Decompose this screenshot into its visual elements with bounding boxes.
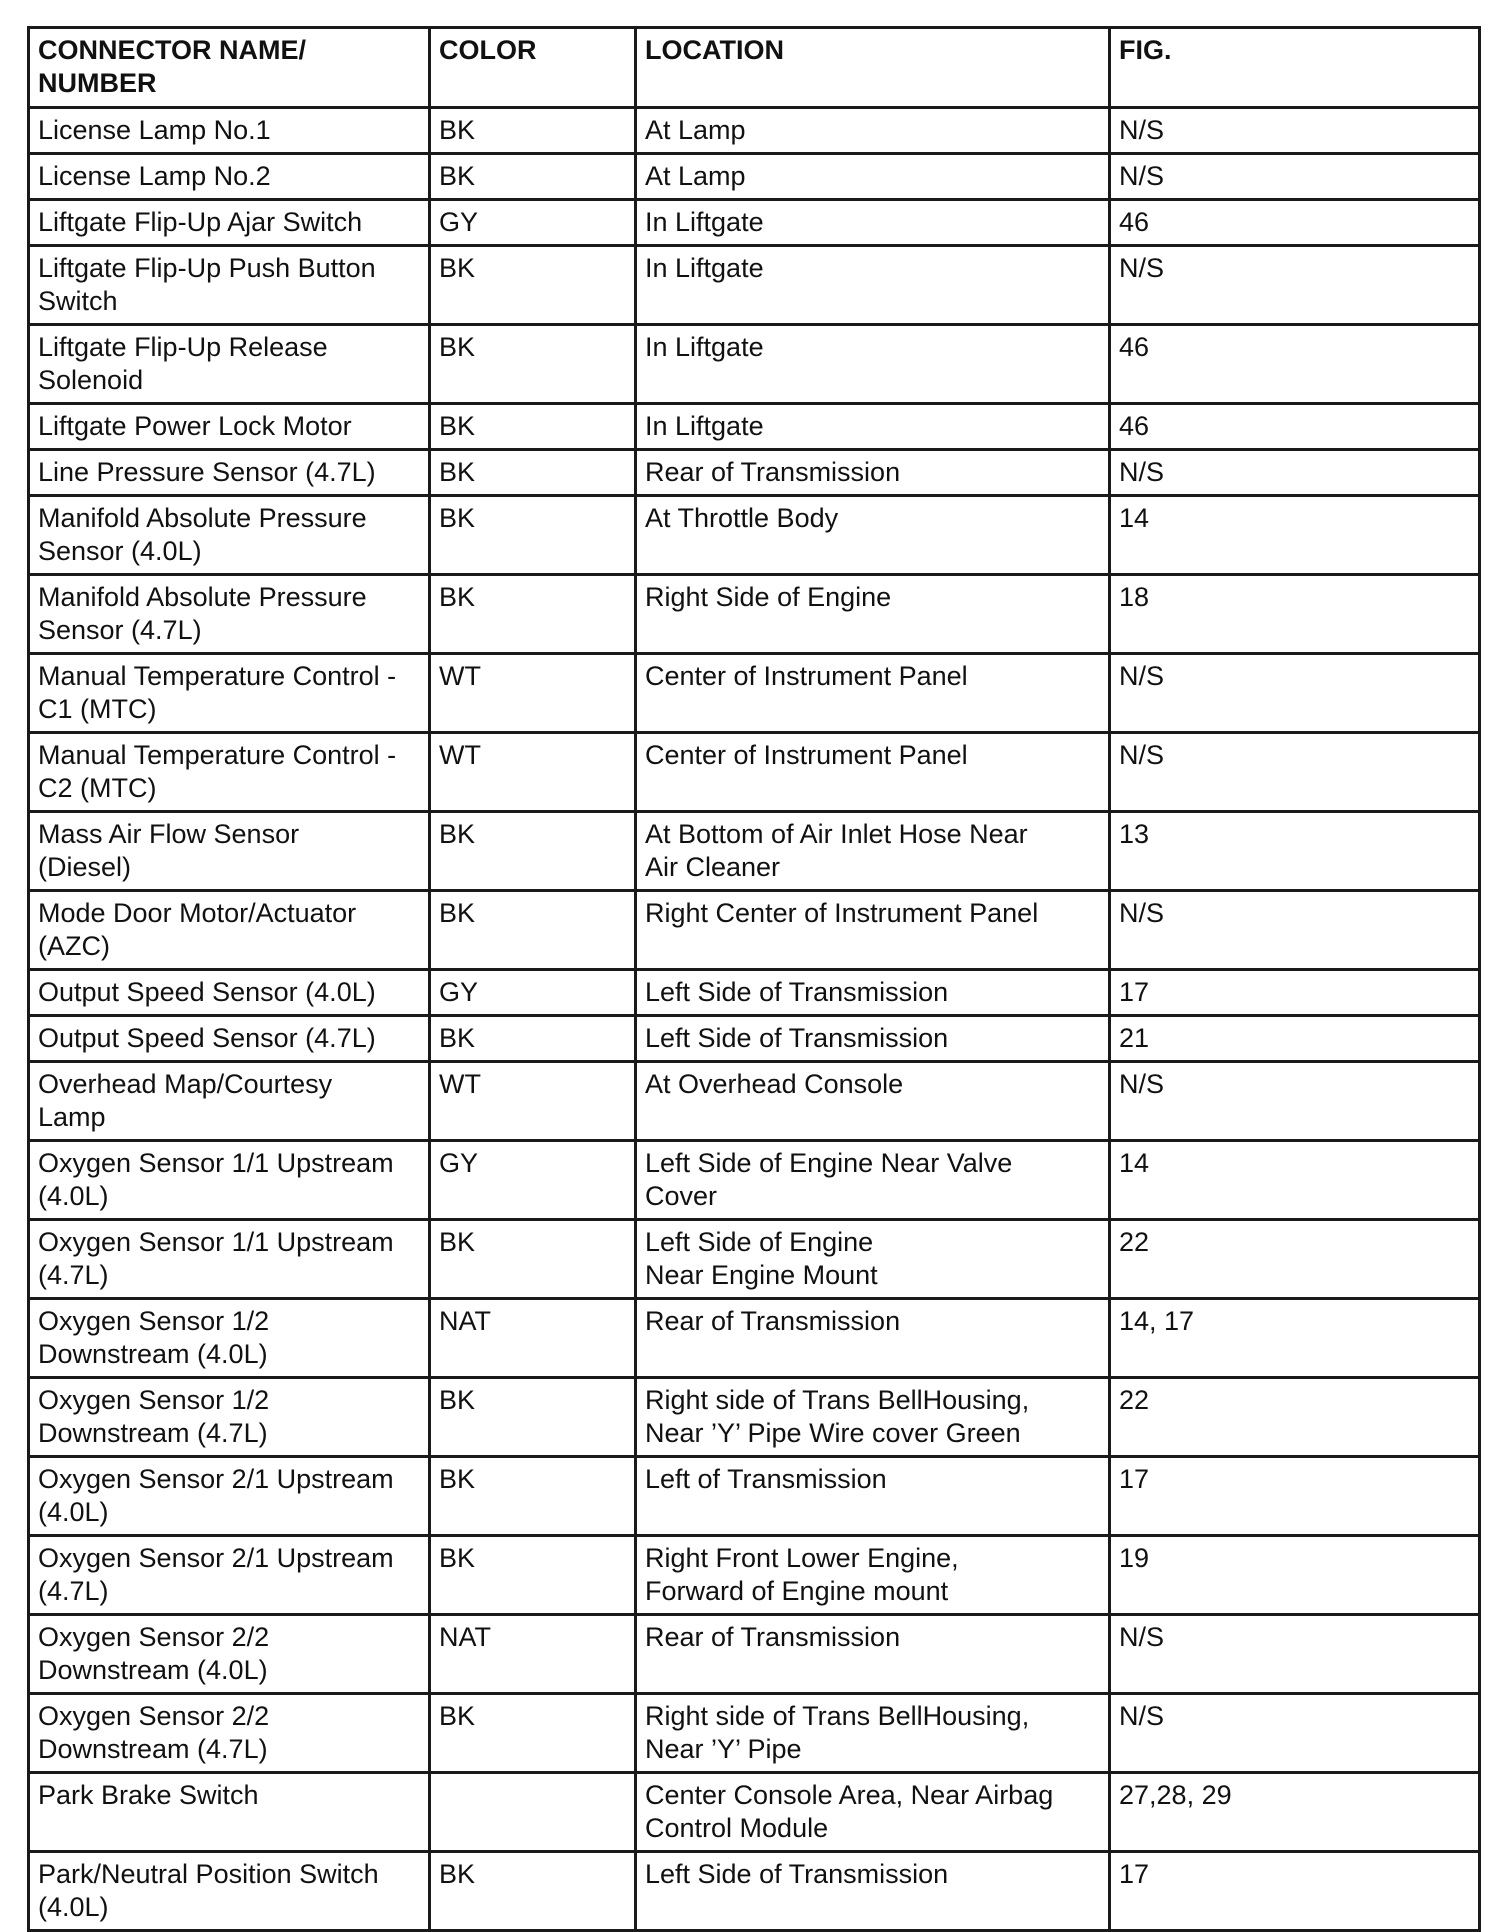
cell-fig: N/S: [1110, 1615, 1480, 1694]
cell-connector-name: Manual Temperature Control - C2 (MTC): [29, 733, 430, 812]
connector-table: [27, 26, 1481, 1932]
cell-location: At Throttle Body: [636, 496, 1110, 575]
cell-location: Right side of Trans BellHousing, Near ’Y’ Pipe Wire cover Green: [636, 1378, 1110, 1457]
table-row: [29, 1220, 1480, 1299]
cell-fig: 17: [1110, 1457, 1480, 1536]
cell-color: [430, 1773, 636, 1852]
cell-location: In Liftgate: [636, 200, 1110, 246]
cell-color: BK: [430, 108, 636, 154]
cell-color: BK: [430, 575, 636, 654]
table-row: [29, 891, 1480, 970]
cell-fig: 14: [1110, 496, 1480, 575]
cell-connector-name: Output Speed Sensor (4.7L): [29, 1016, 430, 1062]
cell-location: Left Side of Transmission: [636, 1016, 1110, 1062]
cell-fig: N/S: [1110, 733, 1480, 812]
cell-fig: 13: [1110, 812, 1480, 891]
cell-location: Right Center of Instrument Panel: [636, 891, 1110, 970]
cell-location: Right Front Lower Engine, Forward of Engine mount: [636, 1536, 1110, 1615]
cell-location: In Liftgate: [636, 246, 1110, 325]
cell-location: Left Side of Engine Near Engine Mount: [636, 1220, 1110, 1299]
cell-connector-name: Liftgate Flip-Up Release Solenoid: [29, 325, 430, 404]
cell-connector-name: Liftgate Flip-Up Push Button Switch: [29, 246, 430, 325]
cell-fig: N/S: [1110, 1694, 1480, 1773]
table-row: [29, 200, 1480, 246]
cell-connector-name: License Lamp No.2: [29, 154, 430, 200]
table-row: [29, 1378, 1480, 1457]
table-header-row: [29, 28, 1480, 108]
cell-fig: 14, 17: [1110, 1299, 1480, 1378]
table-row: [29, 1536, 1480, 1615]
cell-connector-name: Overhead Map/Courtesy Lamp: [29, 1062, 430, 1141]
cell-fig: 18: [1110, 575, 1480, 654]
header-location: LOCATION: [636, 28, 1110, 108]
table-row: [29, 246, 1480, 325]
cell-color: BK: [430, 246, 636, 325]
cell-color: BK: [430, 496, 636, 575]
cell-color: BK: [430, 1536, 636, 1615]
cell-location: At Bottom of Air Inlet Hose Near Air Cleaner: [636, 812, 1110, 891]
cell-fig: 22: [1110, 1378, 1480, 1457]
cell-fig: N/S: [1110, 654, 1480, 733]
cell-location: Center of Instrument Panel: [636, 733, 1110, 812]
cell-color: BK: [430, 1852, 636, 1931]
cell-location: Left Side of Transmission: [636, 970, 1110, 1016]
cell-connector-name: Oxygen Sensor 1/1 Upstream (4.0L): [29, 1141, 430, 1220]
cell-color: BK: [430, 812, 636, 891]
cell-fig: N/S: [1110, 154, 1480, 200]
table-row: [29, 1062, 1480, 1141]
cell-fig: 22: [1110, 1220, 1480, 1299]
table-row: [29, 1694, 1480, 1773]
cell-color: BK: [430, 404, 636, 450]
table-row: [29, 325, 1480, 404]
cell-location: Rear of Transmission: [636, 1299, 1110, 1378]
table-row: [29, 575, 1480, 654]
cell-fig: 14: [1110, 1141, 1480, 1220]
cell-location: At Lamp: [636, 108, 1110, 154]
cell-fig: 27,28, 29: [1110, 1773, 1480, 1852]
cell-color: WT: [430, 654, 636, 733]
table-row: [29, 1615, 1480, 1694]
cell-color: WT: [430, 1062, 636, 1141]
cell-fig: N/S: [1110, 891, 1480, 970]
cell-connector-name: Oxygen Sensor 1/2 Downstream (4.0L): [29, 1299, 430, 1378]
cell-color: GY: [430, 200, 636, 246]
table-row: [29, 733, 1480, 812]
cell-location: Left of Transmission: [636, 1457, 1110, 1536]
cell-location: Rear of Transmission: [636, 450, 1110, 496]
cell-location: At Overhead Console: [636, 1062, 1110, 1141]
cell-connector-name: Output Speed Sensor (4.0L): [29, 970, 430, 1016]
cell-fig: 46: [1110, 325, 1480, 404]
table-row: [29, 1141, 1480, 1220]
cell-connector-name: Oxygen Sensor 2/2 Downstream (4.0L): [29, 1615, 430, 1694]
cell-connector-name: Oxygen Sensor 2/1 Upstream (4.7L): [29, 1536, 430, 1615]
cell-fig: N/S: [1110, 108, 1480, 154]
cell-fig: N/S: [1110, 450, 1480, 496]
cell-color: WT: [430, 733, 636, 812]
cell-fig: N/S: [1110, 1062, 1480, 1141]
table-row: [29, 1773, 1480, 1852]
cell-connector-name: Oxygen Sensor 1/2 Downstream (4.7L): [29, 1378, 430, 1457]
table-row: [29, 970, 1480, 1016]
cell-connector-name: License Lamp No.1: [29, 108, 430, 154]
cell-location: Right side of Trans BellHousing, Near ’Y’ Pipe: [636, 1694, 1110, 1773]
cell-fig: 21: [1110, 1016, 1480, 1062]
cell-connector-name: Mode Door Motor/Actuator (AZC): [29, 891, 430, 970]
cell-color: BK: [430, 325, 636, 404]
cell-fig: 17: [1110, 1852, 1480, 1931]
cell-location: In Liftgate: [636, 325, 1110, 404]
cell-location: At Lamp: [636, 154, 1110, 200]
cell-color: BK: [430, 1016, 636, 1062]
cell-connector-name: Oxygen Sensor 2/2 Downstream (4.7L): [29, 1694, 430, 1773]
header-fig: FIG.: [1110, 28, 1480, 108]
cell-connector-name: Oxygen Sensor 1/1 Upstream (4.7L): [29, 1220, 430, 1299]
header-color: COLOR: [430, 28, 636, 108]
cell-color: BK: [430, 1694, 636, 1773]
cell-location: In Liftgate: [636, 404, 1110, 450]
cell-location: Right Side of Engine: [636, 575, 1110, 654]
table-row: [29, 1852, 1480, 1931]
table-row: [29, 496, 1480, 575]
cell-connector-name: Manifold Absolute Pressure Sensor (4.0L): [29, 496, 430, 575]
header-connector-name: CONNECTOR NAME/ NUMBER: [29, 28, 430, 108]
cell-color: BK: [430, 1220, 636, 1299]
cell-fig: 46: [1110, 200, 1480, 246]
cell-location: Rear of Transmission: [636, 1615, 1110, 1694]
cell-connector-name: Manual Temperature Control - C1 (MTC): [29, 654, 430, 733]
table-row: [29, 1457, 1480, 1536]
cell-location: Left Side of Transmission: [636, 1852, 1110, 1931]
cell-connector-name: Park Brake Switch: [29, 1773, 430, 1852]
cell-color: GY: [430, 1141, 636, 1220]
cell-color: GY: [430, 970, 636, 1016]
cell-connector-name: Oxygen Sensor 2/1 Upstream (4.0L): [29, 1457, 430, 1536]
table-row: [29, 1299, 1480, 1378]
cell-connector-name: Line Pressure Sensor (4.7L): [29, 450, 430, 496]
cell-color: BK: [430, 154, 636, 200]
cell-fig: 17: [1110, 970, 1480, 1016]
cell-color: BK: [430, 891, 636, 970]
table-row: [29, 812, 1480, 891]
table-row: [29, 1016, 1480, 1062]
table-row: [29, 450, 1480, 496]
cell-fig: 19: [1110, 1536, 1480, 1615]
cell-color: BK: [430, 1378, 636, 1457]
cell-location: Center Console Area, Near Airbag Control Module: [636, 1773, 1110, 1852]
cell-location: Center of Instrument Panel: [636, 654, 1110, 733]
cell-connector-name: Liftgate Flip-Up Ajar Switch: [29, 200, 430, 246]
cell-connector-name: Park/Neutral Position Switch (4.0L): [29, 1852, 430, 1931]
cell-fig: N/S: [1110, 246, 1480, 325]
cell-connector-name: Manifold Absolute Pressure Sensor (4.7L): [29, 575, 430, 654]
cell-connector-name: Mass Air Flow Sensor (Diesel): [29, 812, 430, 891]
table-row: [29, 154, 1480, 200]
cell-fig: 46: [1110, 404, 1480, 450]
cell-location: Left Side of Engine Near Valve Cover: [636, 1141, 1110, 1220]
cell-connector-name: Liftgate Power Lock Motor: [29, 404, 430, 450]
table-row: [29, 654, 1480, 733]
cell-color: BK: [430, 450, 636, 496]
cell-color: NAT: [430, 1299, 636, 1378]
cell-color: NAT: [430, 1615, 636, 1694]
table-row: [29, 404, 1480, 450]
cell-color: BK: [430, 1457, 636, 1536]
table-row: [29, 108, 1480, 154]
